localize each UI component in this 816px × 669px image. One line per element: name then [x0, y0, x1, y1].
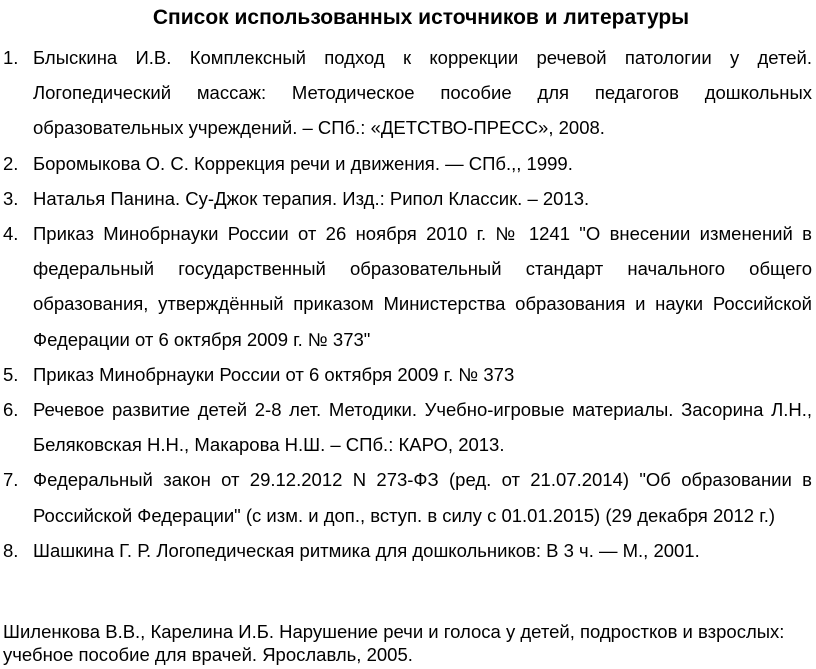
list-item-text: Шашкина Г. Р. Логопедическая ритмика для дошкольников: В 3 ч. — М., 2001.	[33, 539, 700, 561]
list-item-text: Федеральный закон от 29.12.2012 N 273-ФЗ (ред. от 21.07.2014) "Об образовании в Российской Федерации" (с изм. и доп., вступ. в силу с 01.01.2015) (29 декабря 2012 г.)	[33, 469, 812, 526]
trailing-reference-text: Шиленкова В.В., Карелина И.Б. Нарушение речи и голоса у детей, подростков и взрослых: учебное пособие для врачей. Ярославль, 2005.	[3, 621, 785, 665]
reference-list	[0, 40, 816, 568]
page-title: Список использованных источников и литературы	[152, 6, 690, 29]
list-item	[0, 533, 816, 568]
list-item-number: 1.	[3, 47, 19, 68]
list-item-text: Приказ Минобрнауки России от 26 ноября 2010 г. № 1241 "О внесении изменений в федеральный государственный образовательный стандарт начального общего образования, утверждённый приказом Министерства образования и науки Российской Федерации от 6 октября 2009 г. № 373"	[33, 223, 812, 350]
list-item	[0, 40, 816, 146]
list-item-text: Наталья Панина. Су-Джок терапия. Изд.: Рипол Классик. – 2013.	[33, 187, 590, 209]
list-item	[0, 216, 816, 357]
list-item-number: 3.	[3, 187, 19, 209]
list-item	[0, 392, 816, 462]
list-item-number: 7.	[3, 469, 19, 491]
list-item-number: 2.	[3, 152, 19, 174]
list-item-text: Приказ Минобрнауки России от 6 октября 2009 г. № 373	[33, 363, 515, 385]
list-item	[0, 181, 816, 216]
list-item-number: 5.	[3, 363, 19, 385]
list-item-text: Речевое развитие детей 2-8 лет. Методики. Учебно-игровые материалы. Засорина Л.Н., Беляковская Н.Н., Макарова Н.Ш. – СПб.: КАРО, 2013.	[33, 399, 812, 456]
list-item-text: Боромыкова О. С. Коррекция речи и движения. — СПб.,, 1999.	[33, 152, 573, 174]
list-item	[0, 462, 816, 532]
list-item	[0, 357, 816, 392]
list-item-number: 4.	[3, 223, 19, 245]
list-item-number: 6.	[3, 399, 19, 421]
list-item-text: Блыскина И.В. Комплексный подход к коррекции речевой патологии у детей. Логопедический массаж: Методическое пособие для педагогов дошкольных образовательных учреждений. – СПб.: «ДЕТСТВО-ПРЕСС», 2008.	[33, 47, 812, 139]
list-item	[0, 146, 816, 181]
list-item-number: 8.	[3, 539, 19, 561]
